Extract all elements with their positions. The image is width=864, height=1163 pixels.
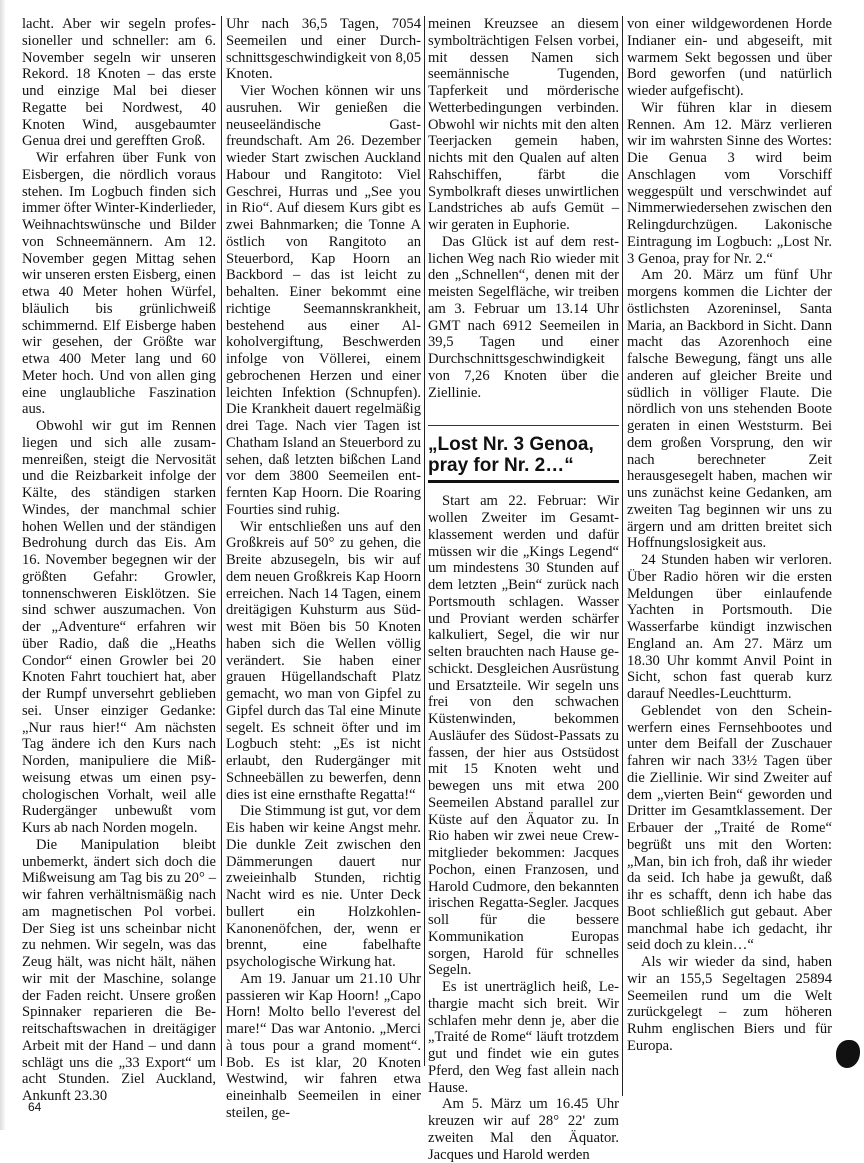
paragraph: Am 5. März um 16.45 Uhr kreuzen wir auf 28° 22' zum zweiten Mal den Äquator. Jacques und Harold werden [428,1096,619,1163]
paragraph: Start am 22. Februar: Wir wollen Zweiter im Gesamtklassement werden und dafür müssen wir die „Kings Legend“ um mindestens 30 Stunden auf dem letzten „Bein“ zurück nach Portsmouth schlagen. Wasser und Proviant werden schärfer kalkuliert, Segel, die wir nur selten brauchten nach Hause geschickt. Desgleichen Ausrüstung und Ersatzteile. Wir segeln uns frei von den schwachen Küstenwinden, bekommen Ausläufer des Südost-Passats zu fassen, der hier aus Ostsüdost mit 15 Knoten weht und bewegen uns mit etwa 200 Seemeilen Abstand parallel zur Küste auf den Äquator zu. In Rio haben wir zwei neue Crewmitglieder bekommen: Jacques Pochon, einen Franzosen, und Harold Cudmore, den bekannten irischen Regatta-Segler. Jacques soll für die bessere Kommunikation Europas sorgen, Harold für schnelles Segeln. [428,493,619,979]
column-divider [424,16,425,1066]
paragraph: Es ist unerträglich heiß, Lethargie macht sich breit. Wir schlafen mehr denn je, aber die „Traité de Rome“ läuft trotzdem gut und findet wie ein gutes Pferd, den Weg fast allein nach Hause. [428,979,619,1096]
scan-edge [0,0,6,1130]
paragraph: meinen Kreuzsee an diesem symbolträchtigen Felsen vorbei, mit dessen Namen sich seemännische Tugenden, Tapferkeit und mörderische Wetterbedingungen verbinden. Obwohl wir nichts mit den alten Teerjacken gemein haben, nichts mit den Qualen auf alten Rahschiffen, färbt die Symbolkraft dieses unwirtlichen Landstriches ab aufs Gemüt – wir geraten in Euphorie. [428,16,619,233]
paragraph: Obwohl wir gut im Rennen liegen und sich alle zusammenreißen, steigt die Nervosität und die Reizbarkeit infolge der Kälte, des ständigen starken Windes, der manchmal schier hohen Wellen und der ständigen Bedrohung durch das Eis. Am 16. November begegnen wir der größten Gefahr: Growler, tonnenschweren Eisklötzen. Sie sind schwer auszumachen. Von der „Adventure“ erfahren wir über Radio, daß die „Heaths Condor“ einen Growler bei 20 Knoten Fahrt touchiert hat, aber der Rumpf unversehrt geblieben sei. Unser einziger Gedanke: „Nur raus hier!“ Am nächsten Tag ändere ich den Kurs nach Norden, manipuliere die Mißweisung etwas um einen psychologischen Vorhalt, weil alle Rudergänger unbewußt vom Kurs ab nach Norden mogeln. [22,418,216,836]
subheading-box [428,425,619,483]
paragraph: Das Glück ist auf dem restlichen Weg nach Rio wieder mit den „Schnellen“, denen mit der meisten Segelfläche, wir treiben am 3. Februar um 13.14 Uhr GMT nach 6912 Seemeilen in 39,5 Tagen und einer Durchschnittsgeschwindigkeit von 7,26 Knoten über die Ziellinie. [428,233,619,401]
paragraph: Wir erfahren über Funk von Eisbergen, die nördlich voraus stehen. Im Logbuch finden sich immer öfter Winter-Kinderlieder, Weihnachtswünsche und Bilder von Schneemännern. Am 12. November gegen Mittag sehen wir unseren ersten Eisberg, einen etwa 40 Meter hohen Würfel, bläulich bis grünlichweiß schimmernd. Elf Eisberge haben wir gesehen, der Größte war etwa 400 Meter lang und 60 Meter hoch. Und von allen ging eine unglaubliche Faszination aus. [22,150,216,418]
paragraph: Uhr nach 36,5 Tagen, 7054 Seemeilen und einer Durchschnittsgeschwindigkeit von 8,05 Knoten. [226,16,421,83]
text-column-1 [22,16,216,1105]
ink-blot [836,1040,860,1068]
paragraph: Geblendet von den Scheinwerfern eines Fernsehbootes und unter dem Beifall der Zuschauer fahren wir nach 33½ Tagen über die Ziellinie. Wir sind Zweiter auf dem „vierten Bein“ geworden und Dritter im Gesamtklassement. Der Erbauer der „Traité de Rome“ begrüßt uns mit den Worten: „Man, bin ich froh, daß ihr wieder da seid. Ich habe ja gewußt, daß ihr es schafft, denn ich habe das Boot schließlich gut gebaut. Aber manchmal habe ich gedacht, ihr seid doch zu klein…“ [627,702,832,954]
text-column-4 [627,16,832,1055]
text-column-2 [226,16,421,1122]
text-column-3 [428,16,619,1163]
column-divider [221,16,222,1066]
paragraph: von einer wildgewordenen Horde Indianer ein- und abgeseift, mit warmem Sekt begossen und über Bord geworfen (und natürlich wieder aufgefischt). [627,16,832,99]
column-divider [622,16,623,1096]
paragraph: Wir führen klar in diesem Rennen. Am 12. März verlieren wir im wahrsten Sinne des Wortes: Die Genua 3 wird beim Anschlagen vom Vorschiff weggespült und verschwindet auf Nimmerwiedersehen zwischen den Relingdurchzügen. Lakonische Eintragung im Logbuch: „Lost Nr. 3 Genoa, pray for Nr. 2.“ [627,99,832,267]
paragraph: Als wir wieder da sind, haben wir an 155,5 Segeltagen 25894 Seemeilen rund um die Welt zurückgelegt – zum höheren Ruhm englischen Biers und für Europa. [627,954,832,1054]
paragraph: Die Manipulation bleibt unbemerkt, ändert sich doch die Mißweisung am Tag bis zu 20° – wir fahren verhältnismäßig nach am magnetischen Pol vorbei. Der Sieg ist uns scheinbar nicht zu nehmen. Wir segeln, was das Zeug hält, was nicht hält, nähen wir mit der Maschine, solange der Faden reicht. Unsere großen Spinnaker reparieren die Bereitschaftswachen in dreitägiger Arbeit mit der Hand – und dann schlägt uns die „33 Export“ um acht Stunden. Ziel Auckland, Ankunft 23.30 [22,836,216,1104]
paragraph: lacht. Aber wir segeln professioneller und schneller: am 6. November segeln wir unseren Rekord. 18 Knoten – das erste und einzige Mal bei dieser Regatte bei Nordwest, 40 Knoten Wind, ausgebaumter Genua drei und gerefften Groß. [22,16,216,150]
paragraph: 24 Stunden haben wir verloren. Über Radio hören wir die ersten Meldungen über einlaufende Yachten in Portsmouth. Die Wasserfarbe kündigt inzwischen England an. Am 27. März um 18.30 Uhr kommt Anvil Point in Sicht, schon fast querab kurz darauf Needles-Leuchtturm. [627,552,832,702]
paragraph: Wir entschließen uns auf den Großkreis auf 50° zu gehen, die Breite abzusegeln, bis wir auf dem neuen Großkreis Kap Hoorn erreichen. Nach 14 Tagen, einem dreitägigen Kuhsturm aus Südwest mit Böen bis 50 Knoten haben sich die Wellen völlig verändert. Sie haben einer grauen Hügellandschaft Platz gemacht, wo man von Gipfel zu Gipfel durch das Tal eine Minute segelt. Es schneit öfter und im Logbuch steht: „Es ist nicht erlaubt, den Rudergänger mit Schneebällen zu bewerfen, denn dies ist eine ernsthafte Regatta!“ [226,518,421,803]
subheading-rule [428,480,619,483]
subheading: „Lost Nr. 3 Genoa, pray for Nr. 2…“ [428,434,594,477]
paragraph: Am 19. Januar um 21.10 Uhr passieren wir Kap Hoorn! „Capo Horn! Molto bello l'everest del mare!“ Das war Antonio. „Merci à tous pour a grand moment“. Bob. Es ist klar, 20 Knoten Westwind, wir fahren etwa eineinhalb Seemeilen in einer steilen, ge- [226,970,421,1121]
paragraph: Vier Wochen können wir uns ausruhen. Wir genießen die neuseeländische Gastfreundschaft. Am 26. Dezember wieder Start zwischen Auckland Habour und Rangitoto: Viel Geschrei, Hurras und „See you in Rio“. Auf diesem Kurs gibt es zwei Bahnmarken; die Tonne A östlich von Rangitoto an Steuerbord, Kap Hoorn an Backbord – das ist leicht zu behalten. Einer bekommt eine richtige Seemannskrankheit, bestehend aus einer Alkoholvergiftung, Beschwerden infolge von Völlerei, einem gebrochenen Herzen und einer leichten Infektion (Schnupfen). Die Krankheit dauert regelmäßig drei Tage. Nach vier Tagen ist Chatham Island an Steuerbord zu sehen, daß letzten bißchen Land vor dem 3800 Seemeilen entfernten Kap Hoorn. Die Roaring Fourties sind ruhig. [226,83,421,518]
page-number: 64 [28,1100,42,1114]
paragraph: Die Stimmung ist gut, vor dem Eis haben wir keine Angst mehr. Die dunkle Zeit zwischen den Dämmerungen dauert nur zweieinhalb Stunden, richtig Nacht wird es nie. Unter Deck bullert ein Holzkohlen-Kanonenöfchen, der, wenn er brennt, eine fabelhafte psychologische Wirkung hat. [226,803,421,970]
paragraph: Am 20. März um fünf Uhr morgens kommen die Lichter der östlichsten Azoreninsel, Santa Maria, an Backbord in Sicht. Dann macht das Azorenhoch eine falsche Bewegung, fängt uns alle anderen auf gleicher Breite und südlich in völliger Flaute. Die nördlich von uns stehenden Boote geraten in einen Weststurm. Bei dem großen Vorsprung, den wir nach berechneter Zeit herausgesegelt haben, machen wir uns zunächst keine Gedanken, am zweiten Tag beginnen wir uns zu ärgern und am dritten breitet sich Hoffnungslosigkeit aus. [627,267,832,552]
